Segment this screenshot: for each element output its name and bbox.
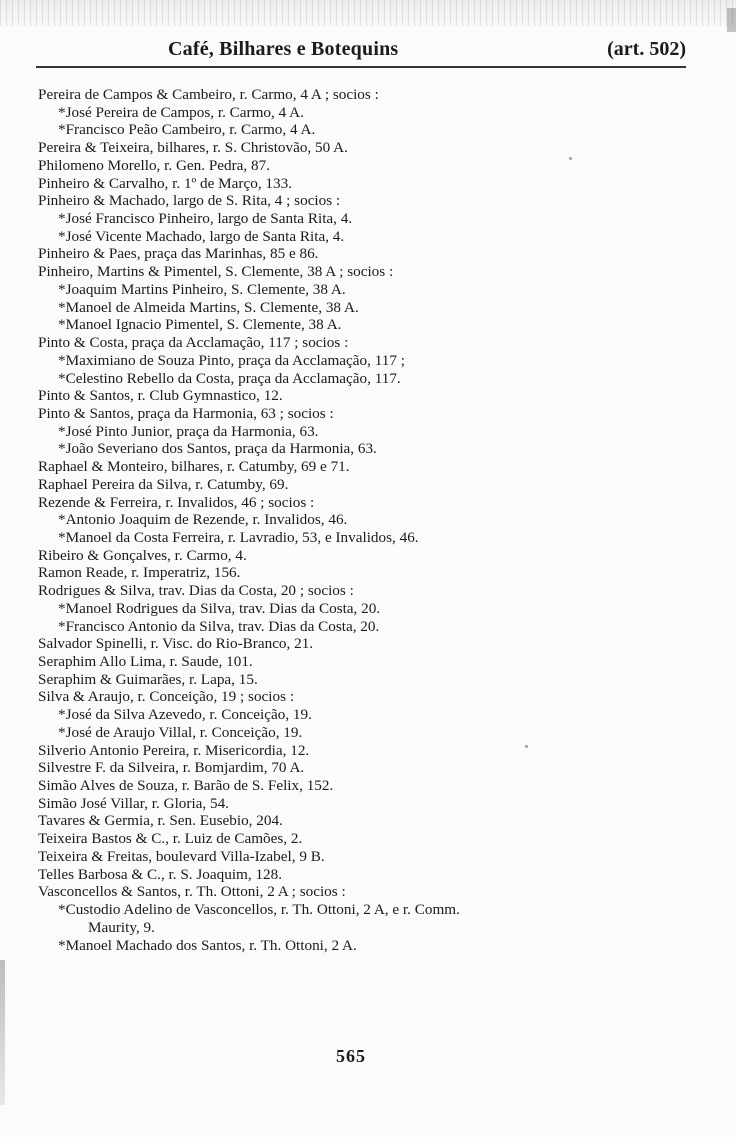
partner-entry: *Francisco Peão Cambeiro, r. Carmo, 4 A. <box>58 121 316 139</box>
directory-entry: Pinto & Santos, praça da Harmonia, 63 ; socios : <box>38 404 334 422</box>
directory-entry: Raphael & Monteiro, bilhares, r. Catumby, 69 e 71. <box>38 458 350 476</box>
entry-continuation: Maurity, 9. <box>88 918 155 936</box>
directory-entry: Raphael Pereira da Silva, r. Catumby, 69. <box>38 475 289 493</box>
directory-entry: Simão Alves de Souza, r. Barão de S. Felix, 152. <box>38 777 334 795</box>
directory-entry: Pereira & Teixeira, bilhares, r. S. Christovão, 50 A. <box>38 139 348 157</box>
directory-entry: Vasconcellos & Santos, r. Th. Ottoni, 2 A ; socios : <box>38 883 346 901</box>
scan-top-noise <box>0 0 736 26</box>
partner-entry: *Manoel da Costa Ferreira, r. Lavradio, 53, e Invalidos, 46. <box>58 528 419 546</box>
scan-edge-mark <box>0 960 5 1105</box>
directory-entry: Silverio Antonio Pereira, r. Misericordia, 12. <box>38 741 310 759</box>
partner-entry: *João Severiano dos Santos, praça da Harmonia, 63. <box>58 440 377 458</box>
partner-entry: *Manoel Ignacio Pimentel, S. Clemente, 38 A. <box>58 316 342 334</box>
directory-entry: Pinheiro, Martins & Pimentel, S. Clemente, 38 A ; socios : <box>38 263 394 281</box>
directory-entry: Silva & Araujo, r. Conceição, 19 ; socios : <box>38 688 295 706</box>
directory-entry: Philomeno Morello, r. Gen. Pedra, 87. <box>38 156 271 174</box>
directory-entry: Pinheiro & Carvalho, r. 1º de Março, 133. <box>38 174 292 192</box>
directory-entry: Teixeira & Freitas, boulevard Villa-Izabel, 9 B. <box>38 847 325 865</box>
directory-entry: Seraphim Allo Lima, r. Saude, 101. <box>38 653 253 670</box>
directory-entry: Teixeira Bastos & C., r. Luiz de Camões, 2. <box>38 830 303 848</box>
partner-entry: *Joaquim Martins Pinheiro, S. Clemente, 38 A. <box>58 280 346 298</box>
directory-entries <box>0 86 736 954</box>
directory-entry: Pinto & Costa, praça da Acclamação, 117 ; socios : <box>38 334 349 352</box>
directory-entry: Simão José Villar, r. Gloria, 54. <box>38 794 229 812</box>
article-reference: (art. 502) <box>607 38 686 60</box>
directory-entry: Telles Barbosa & C., r. S. Joaquim, 128. <box>38 865 283 883</box>
directory-entry: Pinto & Santos, r. Club Gymnastico, 12. <box>38 387 283 405</box>
directory-entry: Pereira de Campos & Cambeiro, r. Carmo, 4 A ; socios : <box>38 86 379 103</box>
page-header <box>36 38 686 68</box>
partner-entry: *José Francisco Pinheiro, largo de Santa Rita, 4. <box>58 210 353 228</box>
directory-entry: Seraphim & Guimarães, r. Lapa, 15. <box>38 670 258 688</box>
partner-entry: *José da Silva Azevedo, r. Conceição, 19. <box>58 706 312 724</box>
partner-entry: *Manoel de Almeida Martins, S. Clemente, 38 A. <box>58 298 359 316</box>
partner-entry: *Manoel Rodrigues da Silva, trav. Dias da Costa, 20. <box>58 599 381 617</box>
directory-entry: Ramon Reade, r. Imperatriz, 156. <box>38 564 241 582</box>
directory-entry: Pinheiro & Paes, praça das Marinhas, 85 e 86. <box>38 245 319 263</box>
partner-entry: *Custodio Adelino de Vasconcellos, r. Th. Ottoni, 2 A, e r. Comm. <box>58 901 460 919</box>
directory-entry: Pinheiro & Machado, largo de S. Rita, 4 ; socios : <box>38 192 341 210</box>
partner-entry: *Francisco Antonio da Silva, trav. Dias da Costa, 20. <box>58 617 380 635</box>
page-number: 565 <box>336 1046 366 1066</box>
partner-entry: *Manoel Machado dos Santos, r. Th. Ottoni, 2 A. <box>58 936 357 954</box>
partner-entry: *José Pereira de Campos, r. Carmo, 4 A. <box>58 103 304 121</box>
directory-entry: Ribeiro & Gonçalves, r. Carmo, 4. <box>38 546 247 564</box>
partner-entry: *Antonio Joaquim de Rezende, r. Invalidos, 46. <box>58 511 348 529</box>
directory-entry: Rodrigues & Silva, trav. Dias da Costa, 20 ; socios : <box>38 582 354 600</box>
partner-entry: *José de Araujo Villal, r. Conceição, 19. <box>58 723 303 741</box>
scan-edge-mark <box>727 8 736 32</box>
partner-entry: *Maximiano de Souza Pinto, praça da Acclamação, 117 ; <box>58 351 405 369</box>
directory-entry: Rezende & Ferreira, r. Invalidos, 46 ; socios : <box>38 493 315 511</box>
partner-entry: *José Vicente Machado, largo de Santa Rita, 4. <box>58 227 345 245</box>
page-title: Café, Bilhares e Botequins <box>168 38 399 60</box>
directory-entry: Tavares & Germia, r. Sen. Eusebio, 204. <box>38 812 283 830</box>
directory-entry: Salvador Spinelli, r. Visc. do Rio-Branco, 21. <box>38 635 314 653</box>
partner-entry: *José Pinto Junior, praça da Harmonia, 63. <box>58 422 319 440</box>
partner-entry: *Celestino Rebello da Costa, praça da Acclamação, 117. <box>58 369 401 387</box>
directory-entry: Silvestre F. da Silveira, r. Bomjardim, 70 A. <box>38 759 305 777</box>
